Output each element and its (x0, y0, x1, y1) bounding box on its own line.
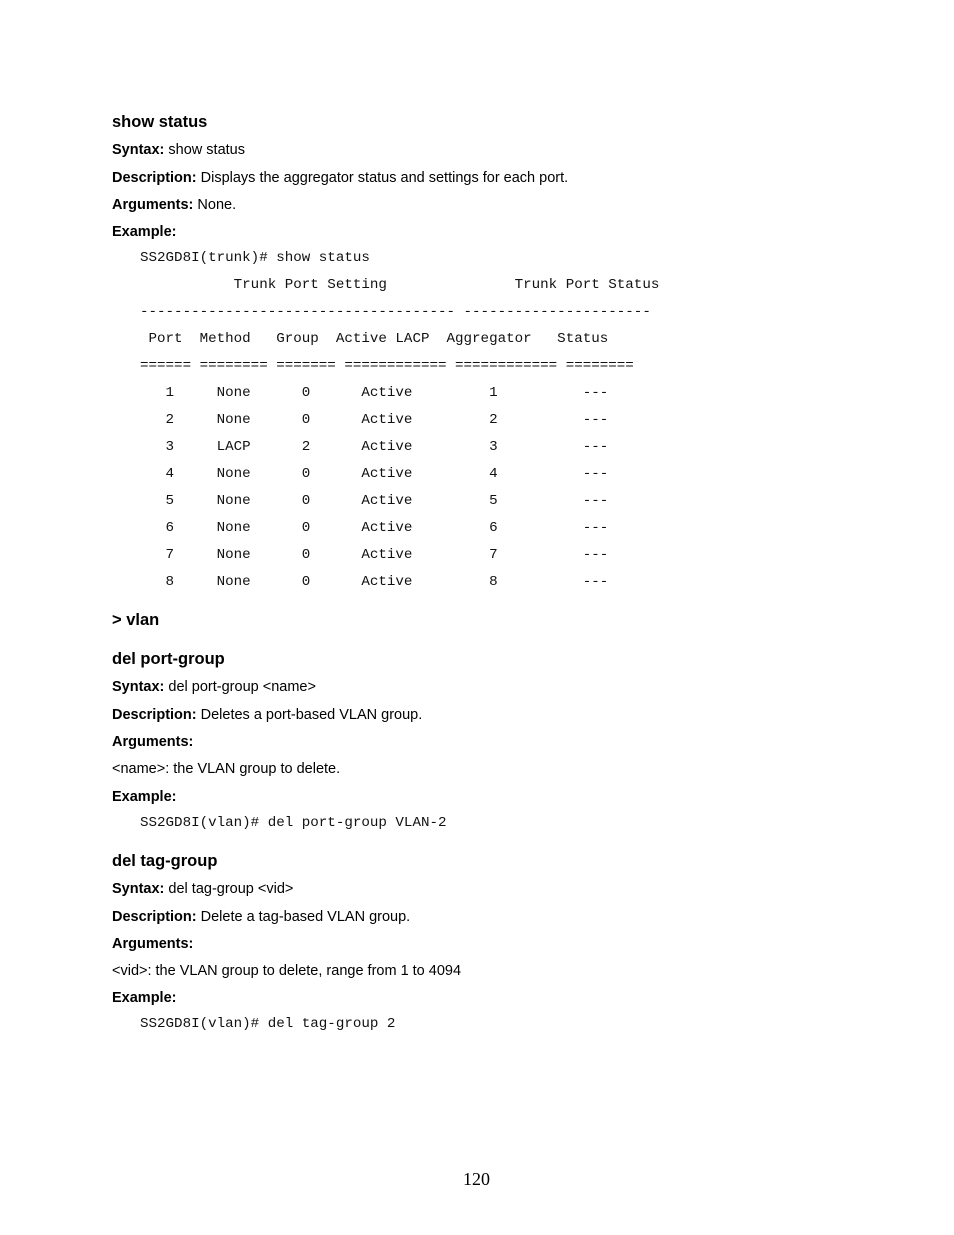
description-value: Delete a tag-based VLAN group. (196, 909, 411, 925)
syntax-value: del port-group <name> (164, 679, 316, 695)
syntax-label: Syntax: (112, 142, 165, 158)
syntax-value: show status (164, 142, 245, 158)
del-port-group-syntax (112, 679, 316, 695)
syntax-label: Syntax: (112, 881, 165, 897)
description-label: Description: (112, 909, 197, 925)
del-tag-group-heading: del tag-group (112, 852, 218, 870)
show-status-arguments (112, 197, 236, 213)
description-value: Displays the aggregator status and settings for each port. (196, 170, 569, 186)
console-row: 2 None 0 Active 2 --- (140, 412, 609, 428)
del-port-group-argument-line: <name>: the VLAN group to delete. (112, 761, 341, 777)
description-label: Description: (112, 707, 197, 723)
del-tag-group-example-label (112, 990, 176, 1006)
console-row: 1 None 0 Active 1 --- (140, 385, 609, 401)
console-command: SS2GD8I(trunk)# show status (140, 250, 370, 266)
vlan-heading: > vlan (112, 611, 160, 629)
console-row: 5 None 0 Active 5 --- (140, 493, 609, 509)
console-row: 4 None 0 Active 4 --- (140, 466, 609, 482)
arguments-label: Arguments: (112, 734, 194, 750)
show-status-syntax (112, 142, 245, 158)
del-tag-group-console: SS2GD8I(vlan)# del tag-group 2 (140, 1016, 396, 1032)
del-tag-group-arguments-label (112, 936, 193, 952)
del-tag-group-description (112, 909, 410, 925)
console-group-header: Trunk Port Setting Trunk Port Status (140, 277, 660, 293)
del-port-group-arguments-label (112, 734, 193, 750)
syntax-label: Syntax: (112, 679, 165, 695)
console-row: 6 None 0 Active 6 --- (140, 520, 609, 536)
example-label: Example: (112, 224, 177, 240)
del-tag-group-argument-line: <vid>: the VLAN group to delete, range from 1 to 4094 (112, 963, 462, 979)
del-port-group-example-label (112, 789, 176, 805)
del-tag-group-syntax (112, 881, 293, 897)
del-port-group-console: SS2GD8I(vlan)# del port-group VLAN-2 (140, 815, 447, 831)
console-dash-rule: ------------------------------------- ---------------------- (140, 304, 651, 320)
console-row: 7 None 0 Active 7 --- (140, 547, 609, 563)
show-status-heading: show status (112, 113, 208, 131)
arguments-value: None. (193, 197, 237, 213)
example-label: Example: (112, 789, 177, 805)
description-value: Deletes a port-based VLAN group. (196, 707, 423, 723)
syntax-value: del tag-group <vid> (164, 881, 294, 897)
console-eq-rule: ====== ======== ======= ============ ============ ======== (140, 358, 634, 374)
arguments-label: Arguments: (112, 936, 194, 952)
show-status-example-label (112, 224, 176, 240)
del-port-group-description (112, 707, 422, 723)
console-row: 3 LACP 2 Active 3 --- (140, 439, 609, 455)
console-column-header: Port Method Group Active LACP Aggregator Status (140, 331, 609, 347)
del-port-group-heading: del port-group (112, 650, 225, 668)
page-number: 120 (463, 1169, 490, 1189)
console-row: 8 None 0 Active 8 --- (140, 574, 609, 590)
arguments-label: Arguments: (112, 197, 194, 213)
show-status-description (112, 170, 568, 186)
example-label: Example: (112, 990, 177, 1006)
description-label: Description: (112, 170, 197, 186)
